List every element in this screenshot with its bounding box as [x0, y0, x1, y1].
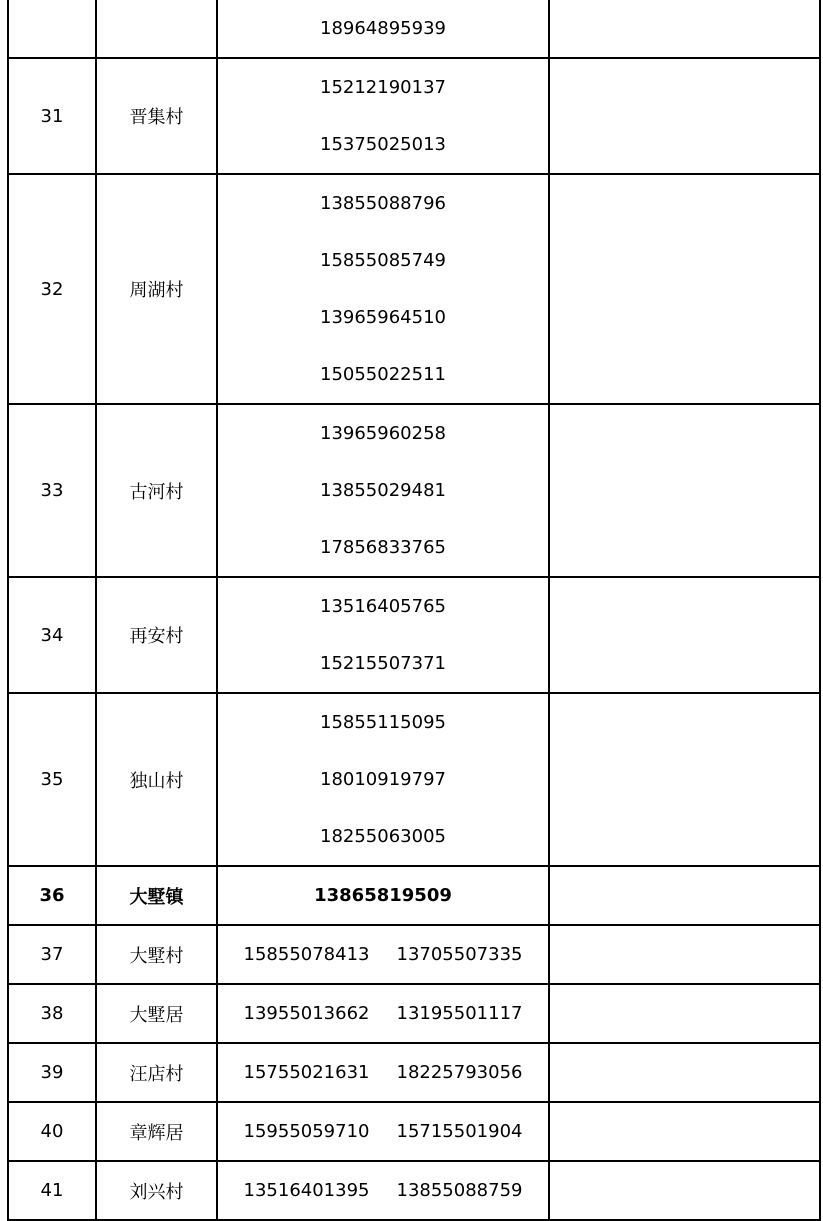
- phone-number: 13955013662: [243, 1003, 370, 1024]
- phone-number: 13965964510: [320, 307, 446, 328]
- phone-number: 13965960258: [320, 423, 446, 444]
- row-number-cell: 35: [8, 693, 96, 866]
- note-cell: [549, 577, 820, 693]
- note-cell: [549, 984, 820, 1043]
- phone-number: 13855088796: [320, 193, 446, 214]
- row-number-cell: [8, 0, 96, 58]
- phone-number: 13516401395: [243, 1180, 370, 1201]
- phone-number: 13855088759: [396, 1180, 523, 1201]
- phone-number: 13705507335: [396, 944, 523, 965]
- table-row: [8, 174, 820, 404]
- phone-cell: [217, 0, 549, 58]
- row-number-cell: 32: [8, 174, 96, 404]
- note-cell: [549, 404, 820, 577]
- village-name-cell: 独山村: [96, 693, 217, 866]
- phone-number: 15955059710: [243, 1121, 370, 1142]
- phone-cell: [217, 1043, 549, 1102]
- phone-number: 13855029481: [320, 480, 446, 501]
- phone-cell: [217, 866, 549, 925]
- phone-cell: [217, 174, 549, 404]
- phone-pair: [218, 1103, 548, 1160]
- phone-cell: [217, 984, 549, 1043]
- phone-number: 17856833765: [320, 537, 446, 558]
- row-number-cell: 38: [8, 984, 96, 1043]
- note-cell: [549, 1102, 820, 1161]
- phone-cell: [217, 58, 549, 174]
- phone-number: 15715501904: [396, 1121, 523, 1142]
- village-name-cell: 汪店村: [96, 1043, 217, 1102]
- row-number-cell: 40: [8, 1102, 96, 1161]
- phone-number: 15212190137: [320, 77, 446, 98]
- table-row: [8, 1161, 820, 1220]
- table-row: [8, 58, 820, 174]
- row-number-cell: 31: [8, 58, 96, 174]
- phone-cell: [217, 925, 549, 984]
- phone-number: 18225793056: [396, 1062, 523, 1083]
- phone-cell: [217, 693, 549, 866]
- town-name-cell: 大墅镇: [96, 866, 217, 925]
- phone-number: 13195501117: [396, 1003, 523, 1024]
- table-row: [8, 925, 820, 984]
- phone-number: 15855078413: [243, 944, 370, 965]
- table-row: [8, 577, 820, 693]
- village-name-cell: 晋集村: [96, 58, 217, 174]
- table-row: [8, 0, 820, 58]
- phone-pair: [218, 926, 548, 983]
- village-name-cell: 古河村: [96, 404, 217, 577]
- table-row: [8, 404, 820, 577]
- village-name-cell: 大墅村: [96, 925, 217, 984]
- village-name-cell: 刘兴村: [96, 1161, 217, 1220]
- row-number-cell: 37: [8, 925, 96, 984]
- table-row-town-heading: [8, 866, 820, 925]
- row-number-cell: 36: [8, 866, 96, 925]
- phone-cell: [217, 404, 549, 577]
- note-cell: [549, 1161, 820, 1220]
- phone-number: 15755021631: [243, 1062, 370, 1083]
- note-cell: [549, 1043, 820, 1102]
- contacts-table: [7, 0, 821, 1221]
- village-name-cell: 章辉居: [96, 1102, 217, 1161]
- table-row: [8, 693, 820, 866]
- phone-number: 15215507371: [320, 653, 446, 674]
- row-number-cell: 41: [8, 1161, 96, 1220]
- phone-number: 15375025013: [320, 134, 446, 155]
- phone-pair: [218, 1044, 548, 1101]
- phone-number: 18255063005: [320, 826, 446, 847]
- table-row: [8, 984, 820, 1043]
- row-number-cell: 39: [8, 1043, 96, 1102]
- phone-number: 18010919797: [320, 769, 446, 790]
- phone-number: 18964895939: [320, 18, 446, 39]
- row-number-cell: 34: [8, 577, 96, 693]
- table-row: [8, 1102, 820, 1161]
- note-cell: [549, 693, 820, 866]
- phone-pair: [218, 1162, 548, 1219]
- phone-number: 15855085749: [320, 250, 446, 271]
- phone-number: 15055022511: [320, 364, 446, 385]
- phone-cell: [217, 1102, 549, 1161]
- village-name-cell: 大墅居: [96, 984, 217, 1043]
- phone-cell: [217, 577, 549, 693]
- village-name-cell: 周湖村: [96, 174, 217, 404]
- note-cell: [549, 58, 820, 174]
- phone-number: 13865819509: [314, 885, 452, 906]
- table-row: [8, 1043, 820, 1102]
- phone-number: 15855115095: [320, 712, 446, 733]
- phone-number: 13516405765: [320, 596, 446, 617]
- contacts-table-body: [8, 0, 820, 1220]
- phone-cell: [217, 1161, 549, 1220]
- village-name-cell: 再安村: [96, 577, 217, 693]
- village-name-cell: [96, 0, 217, 58]
- note-cell: [549, 925, 820, 984]
- phone-pair: [218, 985, 548, 1042]
- note-cell: [549, 0, 820, 58]
- row-number-cell: 33: [8, 404, 96, 577]
- note-cell: [549, 866, 820, 925]
- note-cell: [549, 174, 820, 404]
